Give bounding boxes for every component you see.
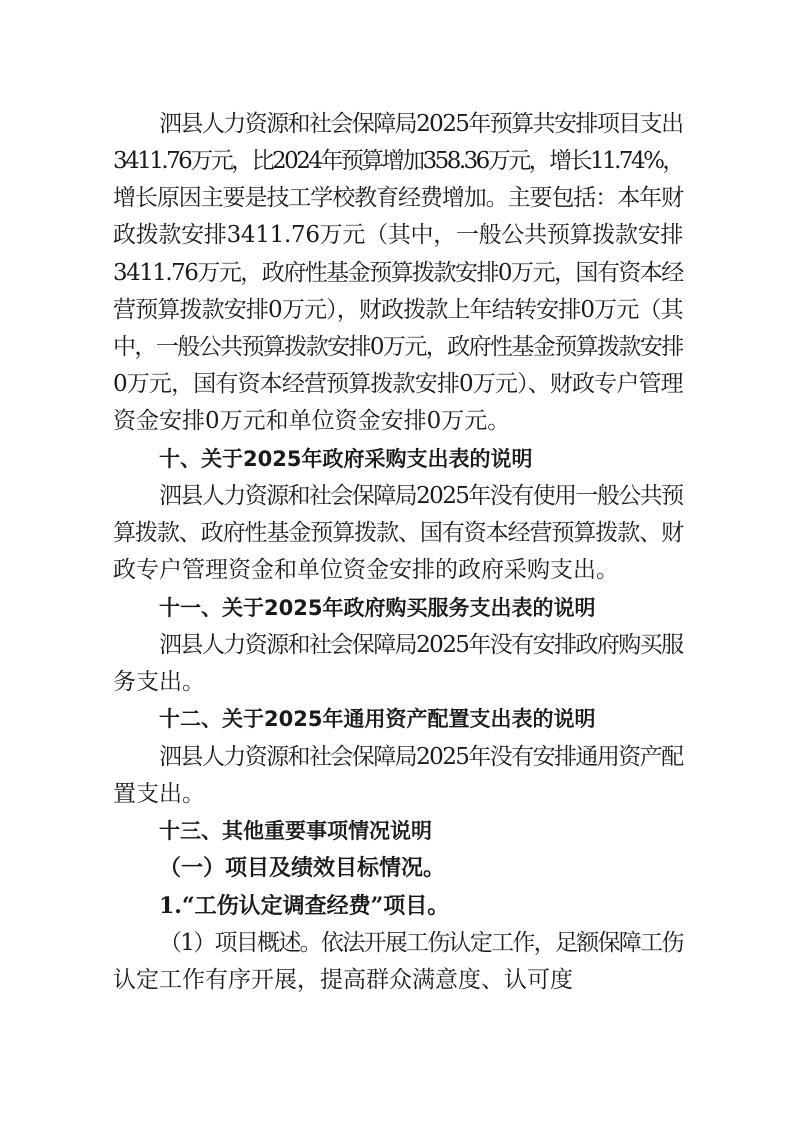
text-line: 增长原因主要是技工学校教育经费增加。主要包括：本年财 — [113, 185, 684, 211]
text-line: 中，一般公共预算拨款安排0万元，政府性基金预算拨款安排 — [113, 334, 683, 360]
text-line: 3411.76万元，政府性基金预算拨款安排0万元，国有资本经 — [113, 260, 683, 286]
text-line: 营预算拨款安排0万元），财政拨款上年结转安排0万元（其 — [113, 297, 683, 323]
text-line: 算拨款、政府性基金预算拨款、国有资本经营预算拨款、财 — [113, 520, 684, 546]
section-heading-13: 十三、其他重要事项情况说明 — [159, 819, 432, 843]
text-line: 务支出。 — [113, 669, 205, 695]
section-heading-11: 十一、关于2025年政府购买服务支出表的说明 — [159, 596, 596, 620]
text-line: 认定工作有序开展，提高群众满意度、认可度 — [113, 967, 573, 993]
sub-heading-project-1: 1.“工伤认定调查经费”项目。 — [159, 893, 450, 919]
text-line: 泗县人力资源和社会保障局2025年预算共安排项目支出 — [159, 111, 683, 137]
text-line: 置支出。 — [113, 781, 205, 807]
text-line: 3411.76万元，比2024年预算增加358.36万元，增长11.74%， — [113, 148, 683, 174]
section-heading-12: 十二、关于2025年通用资产配置支出表的说明 — [159, 707, 596, 731]
text-line: 政拨款安排3411.76万元（其中，一般公共预算拨款安排 — [113, 222, 684, 248]
text-line: 资金安排0万元和单位资金安排0万元。 — [113, 408, 511, 434]
text-line: 政专户管理资金和单位资金安排的政府采购支出。 — [113, 557, 619, 583]
text-line: 泗县人力资源和社会保障局2025年没有安排政府购买服 — [159, 632, 683, 658]
text-line: （1）项目概述。依法开展工伤认定工作，足额保障工伤 — [159, 930, 683, 956]
text-line: 泗县人力资源和社会保障局2025年没有使用一般公共预 — [159, 483, 683, 509]
sub-heading-projects: （一）项目及绩效目标情况。 — [159, 855, 446, 881]
text-line: 泗县人力资源和社会保障局2025年没有安排通用资产配 — [159, 744, 683, 770]
text-line: 0万元，国有资本经营预算拨款安排0万元）、财政专户管理 — [113, 371, 683, 397]
section-heading-10: 十、关于2025年政府采购支出表的说明 — [159, 447, 533, 471]
